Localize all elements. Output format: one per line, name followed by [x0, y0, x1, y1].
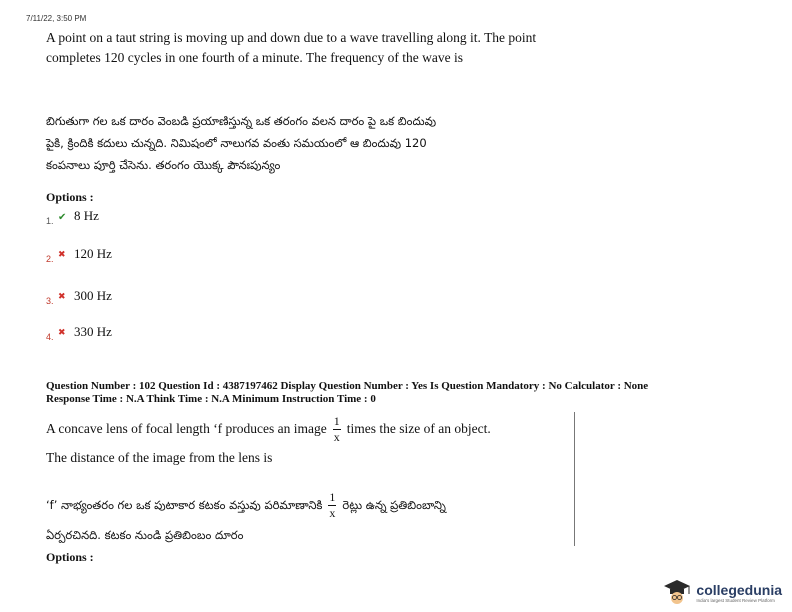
- option-2: [46, 246, 112, 264]
- question-2-english-line: The distance of the image from the lens is: [46, 450, 273, 465]
- option-text: 8 Hz: [74, 208, 99, 223]
- telugu-line: కంపనాలు పూర్తి చేసెను. తరంగం యొక్క పౌనఃపున్యం: [46, 158, 281, 172]
- fraction-denominator: x: [329, 505, 336, 520]
- text-segment: రెట్లు ఉన్న ప్రతిబింబాన్ని: [342, 498, 446, 512]
- print-timestamp: 7/11/22, 3:50 PM: [26, 14, 87, 23]
- cross-icon: ✖: [58, 250, 66, 260]
- question-metadata: [46, 380, 746, 406]
- option-text: 330 Hz: [74, 324, 112, 339]
- fraction: [333, 415, 341, 444]
- question-text-telugu: [46, 110, 586, 176]
- telugu-line: బిగుతుగా గల ఒక దారం వెంబడి ప్రయాణిస్తున్న ఒక తరంగం వలన దారం పై ఒక బిందువు: [46, 114, 437, 128]
- metadata-line: Question Number : 102 Question Id : 4387197462 Display Question Number : Yes Is Question Mandatory : No Calculator : None: [46, 380, 649, 392]
- text-segment: ‘f’ నాభ్యంతరం గల ఒక పుటాకార కటకం వస్తువు పరిమాణానికి: [46, 498, 323, 512]
- question-2-telugu-line: [46, 488, 576, 522]
- option-number: 3.: [46, 296, 54, 306]
- question-text-english: A point on a taut string is moving up and down due to a wave travelling along it. The point completes 120 cycles in one fourth of a minute. The frequency of the wave is: [46, 30, 537, 65]
- graduate-cap-icon: [662, 578, 692, 606]
- question-2: [46, 412, 576, 565]
- option-text: 300 Hz: [74, 288, 112, 303]
- option-3: [46, 288, 112, 306]
- cross-icon: ✖: [58, 328, 66, 338]
- telugu-line: పైకి, క్రిందికి కదులు చున్నది. నిమిషంలో నాలుగవ వంతు సమయంలో ఆ బిందువు 120: [46, 136, 427, 150]
- check-icon: ✔: [58, 212, 67, 223]
- cross-icon: ✖: [58, 292, 66, 302]
- option-1: [46, 208, 99, 226]
- logo-tagline: India's largest Student Review Platform: [696, 597, 775, 603]
- option-number: 2.: [46, 254, 54, 264]
- option-4: [46, 324, 112, 342]
- options-label: Options :: [46, 190, 94, 204]
- fraction-numerator: 1: [333, 413, 340, 428]
- option-text: 120 Hz: [74, 246, 112, 261]
- options-label: Options :: [46, 550, 94, 564]
- fraction-numerator: 1: [329, 489, 336, 504]
- question-2-english-line: [46, 412, 576, 446]
- logo-name: collegedunia: [696, 581, 782, 598]
- fraction-denominator: x: [333, 429, 340, 444]
- text-segment: A concave lens of focal length ‘f produces an image: [46, 421, 327, 436]
- option-number: 4.: [46, 332, 54, 342]
- question-2-telugu-line: ఏర్పరచినది. కటకం నుండి ప్రతిబింబం దూరం: [46, 528, 244, 542]
- collegedunia-logo: [662, 578, 782, 606]
- option-number: 1.: [46, 216, 54, 226]
- fraction: [328, 491, 336, 520]
- metadata-line: Response Time : N.A Think Time : N.A Minimum Instruction Time : 0: [46, 393, 376, 405]
- text-segment: times the size of an object.: [346, 421, 491, 436]
